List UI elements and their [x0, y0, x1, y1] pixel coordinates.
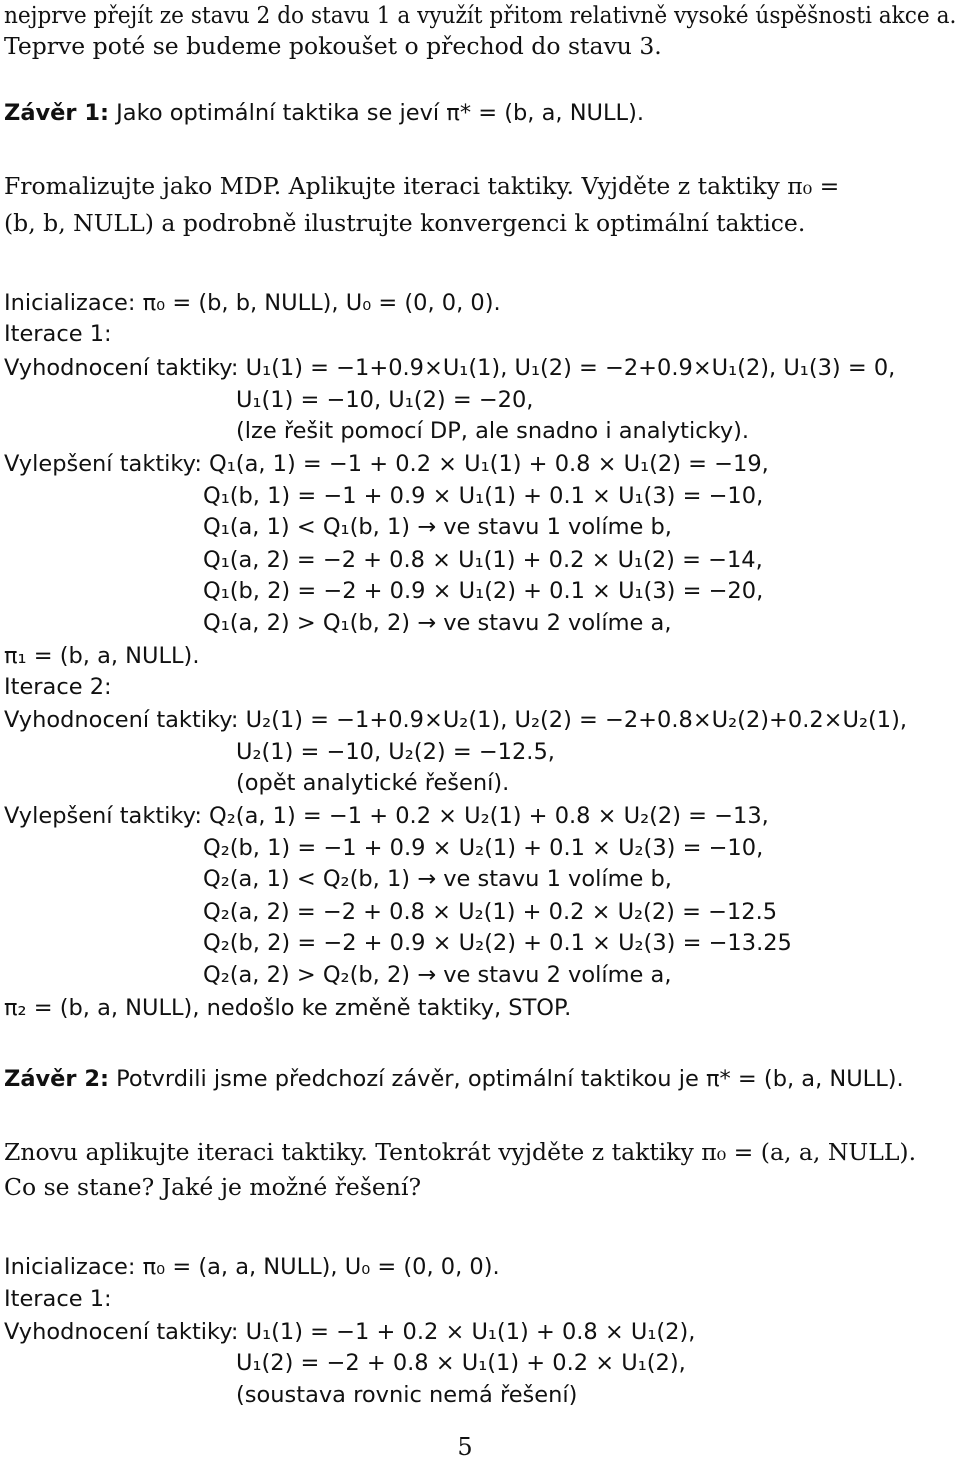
- solution-line: U₁(1) = −10, U₁(2) = −20,: [236, 387, 534, 413]
- solution-line: Vyhodnocení taktiky: U₂(1) = −1+0.9×U₂(1), U₂(2) = −2+0.8×U₂(2)+0.2×U₂(1),: [4, 707, 908, 733]
- solution-line: Inicializace: π₀ = (a, a, NULL), U₀ = (0, 0, 0).: [4, 1254, 500, 1280]
- solution-line: Inicializace: π₀ = (b, b, NULL), U₀ = (0, 0, 0).: [4, 290, 501, 316]
- conclusion-label: Závěr 2:: [4, 1066, 110, 1092]
- solution-line: π₁ = (b, a, NULL).: [4, 643, 200, 669]
- solution-line: U₁(2) = −2 + 0.8 × U₁(1) + 0.2 × U₁(2),: [236, 1350, 686, 1376]
- solution-line: Q₁(a, 2) > Q₁(b, 2) → ve stavu 2 volíme a,: [203, 610, 672, 636]
- conclusion-2: [4, 1064, 904, 1094]
- task-line: (b, b, NULL) a podrobně ilustrujte konvergenci k optimální taktice.: [4, 209, 806, 237]
- solution-line: Vyhodnocení taktiky: U₁(1) = −1+0.9×U₁(1), U₁(2) = −2+0.9×U₁(2), U₁(3) = 0,: [4, 355, 896, 381]
- paragraph-line: Teprve poté se budeme pokoušet o přechod do stavu 3.: [4, 32, 662, 60]
- conclusion-text: Jako optimální taktika se jeví π* = (b, a, NULL).: [109, 100, 645, 126]
- conclusion-1: [4, 98, 644, 128]
- task-line: Fromalizujte jako MDP. Aplikujte iteraci taktiky. Vyjděte z taktiky π₀ =: [4, 172, 840, 200]
- solution-line: Vyhodnocení taktiky: U₁(1) = −1 + 0.2 × U₁(1) + 0.8 × U₁(2),: [4, 1319, 696, 1345]
- solution-line: Vylepšení taktiky: Q₁(a, 1) = −1 + 0.2 × U₁(1) + 0.8 × U₁(2) = −19,: [4, 451, 769, 477]
- solution-line: Iterace 1:: [4, 321, 112, 347]
- solution-line: (opět analytické řešení).: [236, 770, 510, 796]
- paragraph-line: nejprve přejít ze stavu 2 do stavu 1 a využít přitom relativně vysoké úspěšnosti akce a.: [4, 1, 957, 29]
- page-number: 5: [457, 1433, 473, 1461]
- solution-line: Iterace 2:: [4, 674, 112, 700]
- solution-line: Q₁(a, 2) = −2 + 0.8 × U₁(1) + 0.2 × U₁(2) = −14,: [203, 547, 763, 573]
- solution-line: Iterace 1:: [4, 1286, 112, 1312]
- solution-line: Q₂(b, 1) = −1 + 0.9 × U₂(1) + 0.1 × U₂(3) = −10,: [203, 835, 764, 861]
- conclusion-label: Závěr 1:: [4, 100, 110, 126]
- solution-line: (lze řešit pomocí DP, ale snadno i analyticky).: [236, 418, 750, 444]
- task-line: Znovu aplikujte iteraci taktiky. Tentokrát vyjděte z taktiky π₀ = (a, a, NULL).: [4, 1138, 917, 1166]
- solution-line: Q₂(a, 2) = −2 + 0.8 × U₂(1) + 0.2 × U₂(2) = −12.5: [203, 899, 778, 925]
- solution-line: Q₂(a, 1) < Q₂(b, 1) → ve stavu 1 volíme b,: [203, 866, 672, 892]
- solution-line: (soustava rovnic nemá řešení): [236, 1382, 578, 1408]
- solution-line: Q₁(b, 2) = −2 + 0.9 × U₁(2) + 0.1 × U₁(3) = −20,: [203, 578, 764, 604]
- task-line: Co se stane? Jaké je možné řešení?: [4, 1173, 422, 1201]
- solution-line: Q₁(b, 1) = −1 + 0.9 × U₁(1) + 0.1 × U₁(3) = −10,: [203, 483, 764, 509]
- conclusion-text: Potvrdili jsme předchozí závěr, optimální taktikou je π* = (b, a, NULL).: [109, 1066, 904, 1092]
- solution-line: Q₁(a, 1) < Q₁(b, 1) → ve stavu 1 volíme b,: [203, 514, 672, 540]
- solution-line: Q₂(a, 2) > Q₂(b, 2) → ve stavu 2 volíme a,: [203, 962, 672, 988]
- solution-line: U₂(1) = −10, U₂(2) = −12.5,: [236, 739, 555, 765]
- solution-line: Q₂(b, 2) = −2 + 0.9 × U₂(2) + 0.1 × U₂(3) = −13.25: [203, 930, 792, 956]
- solution-line: Vylepšení taktiky: Q₂(a, 1) = −1 + 0.2 × U₂(1) + 0.8 × U₂(2) = −13,: [4, 803, 769, 829]
- solution-line: π₂ = (b, a, NULL), nedošlo ke změně taktiky, STOP.: [4, 995, 572, 1021]
